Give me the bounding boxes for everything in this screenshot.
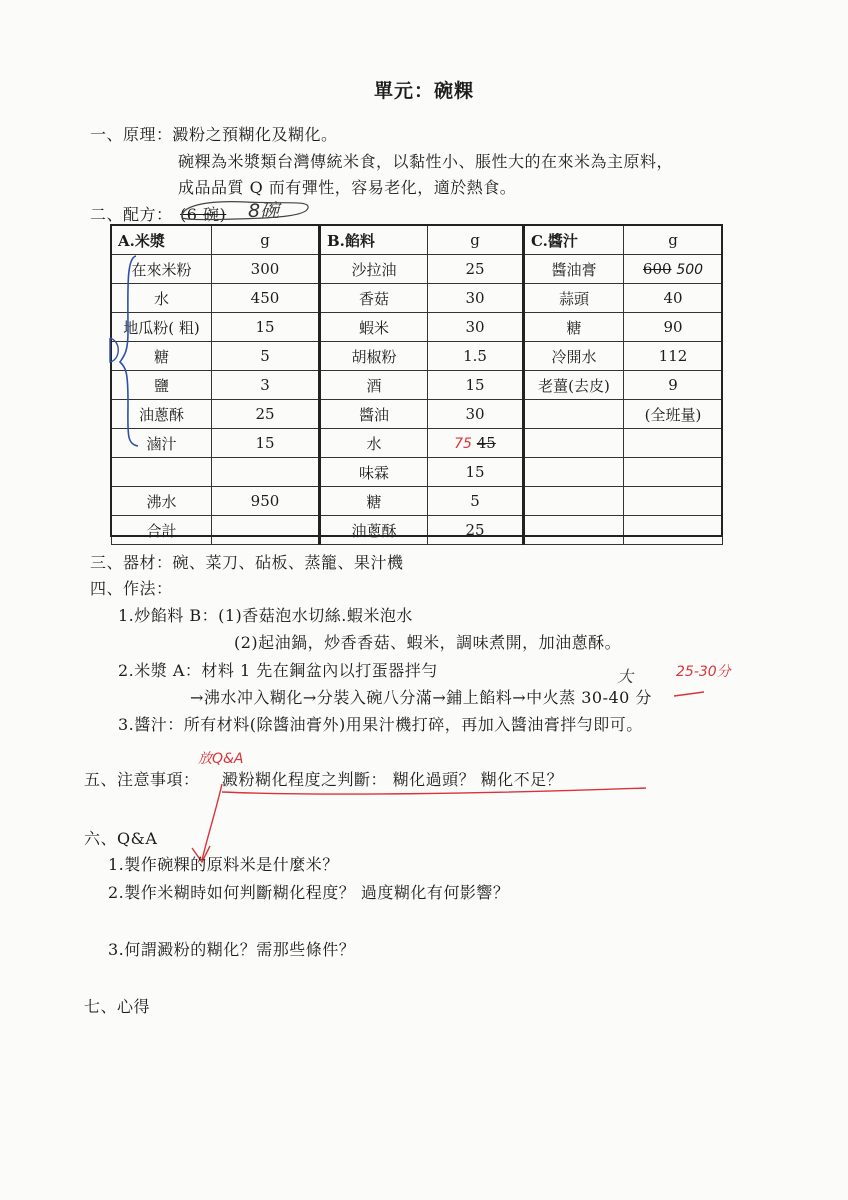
section-equipment: 三、器材：碗、菜刀、砧板、蒸籠、果汁機 — [90, 553, 404, 572]
table-cell — [624, 516, 723, 545]
table-cell: 合計 — [112, 516, 212, 545]
table-cell: (全班量) — [624, 400, 723, 429]
table-cell: 5 — [212, 342, 320, 371]
table-cell: 酒 — [320, 371, 428, 400]
section-notes-label: 五、注意事項： — [84, 770, 200, 789]
blue-bracket-annotation — [104, 252, 144, 452]
table-row — [112, 371, 723, 400]
method-step1b: (2)起油鍋，炒香香菇、蝦米，調味煮開，加油蔥酥。 — [234, 633, 622, 652]
recipe-handwritten-count: 8碗 — [248, 200, 280, 222]
header-grams: g — [624, 226, 723, 255]
red-strike-mark — [672, 684, 706, 704]
section-qa-label: 六、Q&A — [84, 829, 158, 848]
table-cell — [524, 400, 624, 429]
table-cell: 味霖 — [320, 458, 428, 487]
table-cell: 蝦米 — [320, 313, 428, 342]
table-cell: 糖 — [320, 487, 428, 516]
table-row — [112, 516, 723, 545]
section-recipe-label: 二、配方： — [90, 205, 173, 224]
table-cell: 在來米粉 — [112, 255, 212, 284]
table-cell — [112, 458, 212, 487]
table-cell — [624, 458, 723, 487]
table-cell — [524, 458, 624, 487]
table-cell — [524, 487, 624, 516]
method-step3: 3.醬汁：所有材料(除醬油膏外)用果汁機打碎，再加入醬油膏拌勻即可。 — [118, 715, 643, 734]
table-cell — [524, 516, 624, 545]
page-title: 單元：碗粿 — [373, 80, 474, 102]
method-step2b: →沸水冲入糊化→分裝入碗八分滿→鋪上餡料→中火蒸 30-40 分 — [190, 688, 652, 707]
handwritten-circle-annotation — [176, 194, 316, 224]
section-principle-line2: 碗粿為米漿類台灣傳統米食，以黏性小、脹性大的在來米為主原料， — [178, 152, 674, 171]
table-cell — [212, 458, 320, 487]
table-row — [112, 342, 723, 371]
bracket-mark-letter — [104, 328, 105, 329]
table-cell — [212, 516, 320, 545]
table-cell: 5 — [428, 487, 524, 516]
qa-question-2: 2.製作米糊時如何判斷糊化程度？ 過度糊化有何影響？ — [108, 883, 510, 902]
table-cell: 老薑(去皮) — [524, 371, 624, 400]
table-cell: 胡椒粉 — [320, 342, 428, 371]
table-cell: 112 — [624, 342, 723, 371]
notes-text: 澱粉糊化程度之判斷： 糊化過頭？ 糊化不足？ — [222, 770, 564, 789]
table-cell: 25 — [212, 400, 320, 429]
table-cell: 40 — [624, 284, 723, 313]
table-cell: 3 — [212, 371, 320, 400]
table-cell: 糖 — [112, 342, 212, 371]
handwritten-steam-time: 25-30分 — [676, 664, 731, 680]
table-cell — [624, 255, 723, 284]
table-cell: 300 — [212, 255, 320, 284]
struck-water-amount: 45 — [476, 434, 496, 452]
header-grams: g — [212, 226, 320, 255]
table-row — [112, 487, 723, 516]
header-grams: g — [428, 226, 524, 255]
table-cell: 950 — [212, 487, 320, 516]
table-row — [112, 458, 723, 487]
table-cell: 9 — [624, 371, 723, 400]
table-cell: 冷開水 — [524, 342, 624, 371]
method-step2a: 2.米漿 A：材料 1 先在鋼盆內以打蛋器拌勻 — [118, 661, 438, 680]
section-reflection-label: 七、心得 — [84, 997, 151, 1016]
section-principle-label: 一、原理：澱粉之預糊化及糊化。 — [90, 125, 338, 144]
table-row — [112, 284, 723, 313]
table-cell: 30 — [428, 400, 524, 429]
table-row — [112, 255, 723, 284]
table-cell: 沸水 — [112, 487, 212, 516]
table-cell: 滷汁 — [112, 429, 212, 458]
qa-question-3: 3.何謂澱粉的糊化？需那些條件？ — [108, 940, 356, 959]
table-cell: 15 — [212, 313, 320, 342]
table-cell — [624, 429, 723, 458]
table-cell: 香菇 — [320, 284, 428, 313]
table-cell: 15 — [428, 371, 524, 400]
table-cell: 醬油膏 — [524, 255, 624, 284]
table-row — [112, 313, 723, 342]
recipe-table — [111, 225, 723, 545]
table-cell: 15 — [212, 429, 320, 458]
table-cell: 30 — [428, 313, 524, 342]
table-cell: 25 — [428, 255, 524, 284]
table-cell: 油蔥酥 — [320, 516, 428, 545]
table-header-row — [112, 226, 723, 255]
table-cell: 水 — [112, 284, 212, 313]
handwritten-high-heat: 大 — [617, 667, 634, 686]
header-c-sauce: C.醬汁 — [524, 226, 624, 255]
header-b-filling: B.餡料 — [320, 226, 428, 255]
header-a-rice-batter: A.米漿 — [112, 226, 212, 255]
section-method-label: 四、作法： — [90, 579, 173, 598]
table-cell: 90 — [624, 313, 723, 342]
table-cell: 沙拉油 — [320, 255, 428, 284]
method-step1a: 1.炒餡料 B：(1)香菇泡水切絲.蝦米泡水 — [118, 606, 413, 625]
table-cell: 25 — [428, 516, 524, 545]
qa-question-1: 1.製作碗粿的原料米是什麼米？ — [108, 855, 339, 874]
table-cell — [428, 429, 524, 458]
table-cell: 糖 — [524, 313, 624, 342]
table-cell: 1.5 — [428, 342, 524, 371]
table-cell: 水 — [320, 429, 428, 458]
table-cell — [524, 429, 624, 458]
table-cell: 15 — [428, 458, 524, 487]
table-cell — [624, 487, 723, 516]
table-cell: 油蔥酥 — [112, 400, 212, 429]
table-cell: 蒜頭 — [524, 284, 624, 313]
table-row — [112, 429, 723, 458]
table-cell: 鹽 — [112, 371, 212, 400]
handwritten-sauce-amount: 500 — [676, 262, 704, 278]
section-principle-line3: 成品品質 Q 而有彈性，容易老化，適於熱食。 — [178, 178, 517, 197]
table-cell: 30 — [428, 284, 524, 313]
handwritten-water-amount: 75 — [454, 436, 472, 452]
table-cell: 地瓜粉( 粗) — [112, 313, 212, 342]
table-cell: 450 — [212, 284, 320, 313]
table-cell: 醬油 — [320, 400, 428, 429]
struck-sauce-amount: 600 — [642, 260, 672, 278]
recipe-struck-count: (6 碗) — [180, 205, 227, 224]
handwritten-qa-note: 放Q&A — [198, 751, 244, 767]
table-row — [112, 400, 723, 429]
